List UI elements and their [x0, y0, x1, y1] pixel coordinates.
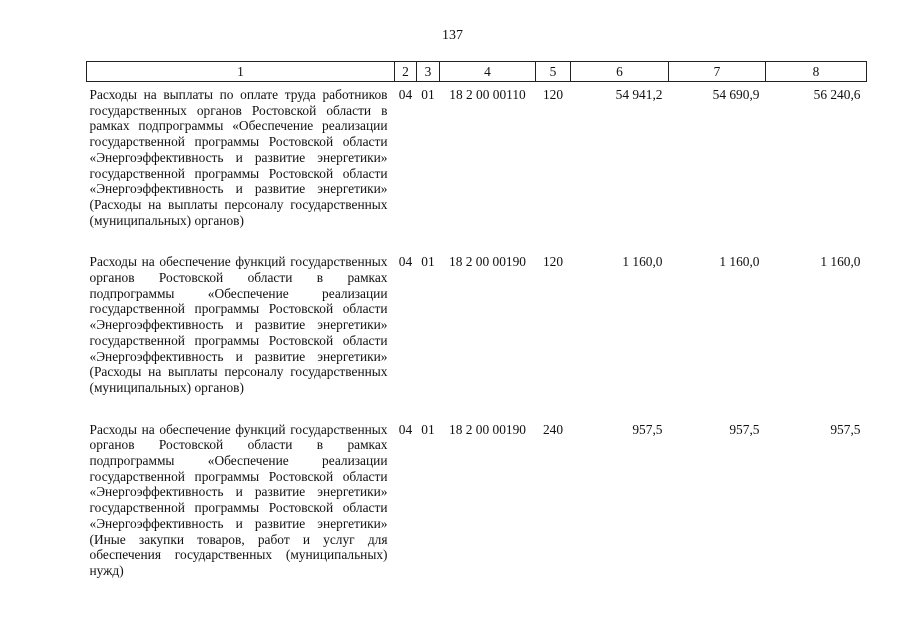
row-expense-type: 120 — [542, 87, 564, 102]
row-target-article: 18 2 00 00110 — [449, 87, 526, 102]
header-col-2: 2 — [395, 62, 417, 82]
row-section-code: 04 — [398, 87, 413, 102]
row-amount-col-7: 1 160,0 — [719, 254, 760, 270]
row-description: Расходы на обеспечение функций государственных органов Ростовской области в рамках подпрограммы «Обеспечение реализации государственной программы Ростовской области «Энергоэффективность и развитие энергетики» государственной программы Ростовской области «Энергоэффективность и развитие энергетики» (Расходы на выплаты персоналу государственных (муниципальных) органов) — [89, 254, 388, 395]
header-col-8: 8 — [766, 62, 867, 82]
row-section-code: 04 — [398, 421, 413, 437]
table-row — [87, 82, 867, 229]
table-body — [87, 82, 867, 579]
row-target-article: 18 2 00 00190 — [449, 254, 526, 270]
header-col-1: 1 — [87, 62, 395, 82]
table-header — [87, 62, 867, 82]
row-expense-type: 120 — [542, 254, 564, 270]
row-description: Расходы на обеспечение функций государственных органов Ростовской области в рамках подпрограммы «Обеспечение реализации государственной программы Ростовской области «Энергоэффективность и развитие энергетики» государственной программы Ростовской области «Энергоэффективность и развитие энергетики» (Иные закупки товаров, работ и услуг для обеспечения государственных (муниципальных) нужд) — [89, 421, 388, 578]
row-subsection-code: 01 — [421, 254, 435, 270]
row-section-code: 04 — [398, 254, 413, 270]
header-col-6: 6 — [571, 62, 669, 82]
page-number: 137 — [442, 28, 463, 43]
table-row — [87, 228, 867, 395]
row-amount-col-6: 957,5 — [632, 421, 663, 437]
header-col-5: 5 — [536, 62, 571, 82]
table-row — [87, 396, 867, 579]
row-amount-col-8: 1 160,0 — [820, 254, 861, 270]
row-subsection-code: 01 — [421, 421, 435, 437]
header-row — [87, 62, 867, 82]
header-col-7: 7 — [669, 62, 766, 82]
budget-table — [86, 61, 867, 579]
header-col-3: 3 — [417, 62, 440, 82]
row-amount-col-6: 54 941,2 — [615, 87, 663, 102]
row-amount-col-7: 957,5 — [729, 421, 760, 437]
row-amount-col-7: 54 690,9 — [712, 87, 760, 102]
row-amount-col-8: 957,5 — [830, 421, 861, 437]
header-col-4: 4 — [440, 62, 536, 82]
row-amount-col-6: 1 160,0 — [622, 254, 663, 270]
row-description: Расходы на выплаты по оплате труда работников государственных органов Ростовской области в рамках подпрограммы «Обеспечение реализации государственной программы Ростовской области «Энергоэффективность и развитие энергетики» государственной программы Ростовской области «Энергоэффективность и развитие энергетики» (Расходы на выплаты персоналу государственных (муниципальных) органов) — [89, 87, 388, 228]
row-amount-col-8: 56 240,6 — [813, 87, 861, 102]
row-subsection-code: 01 — [421, 87, 435, 102]
row-target-article: 18 2 00 00190 — [449, 421, 526, 437]
row-expense-type: 240 — [542, 421, 564, 437]
